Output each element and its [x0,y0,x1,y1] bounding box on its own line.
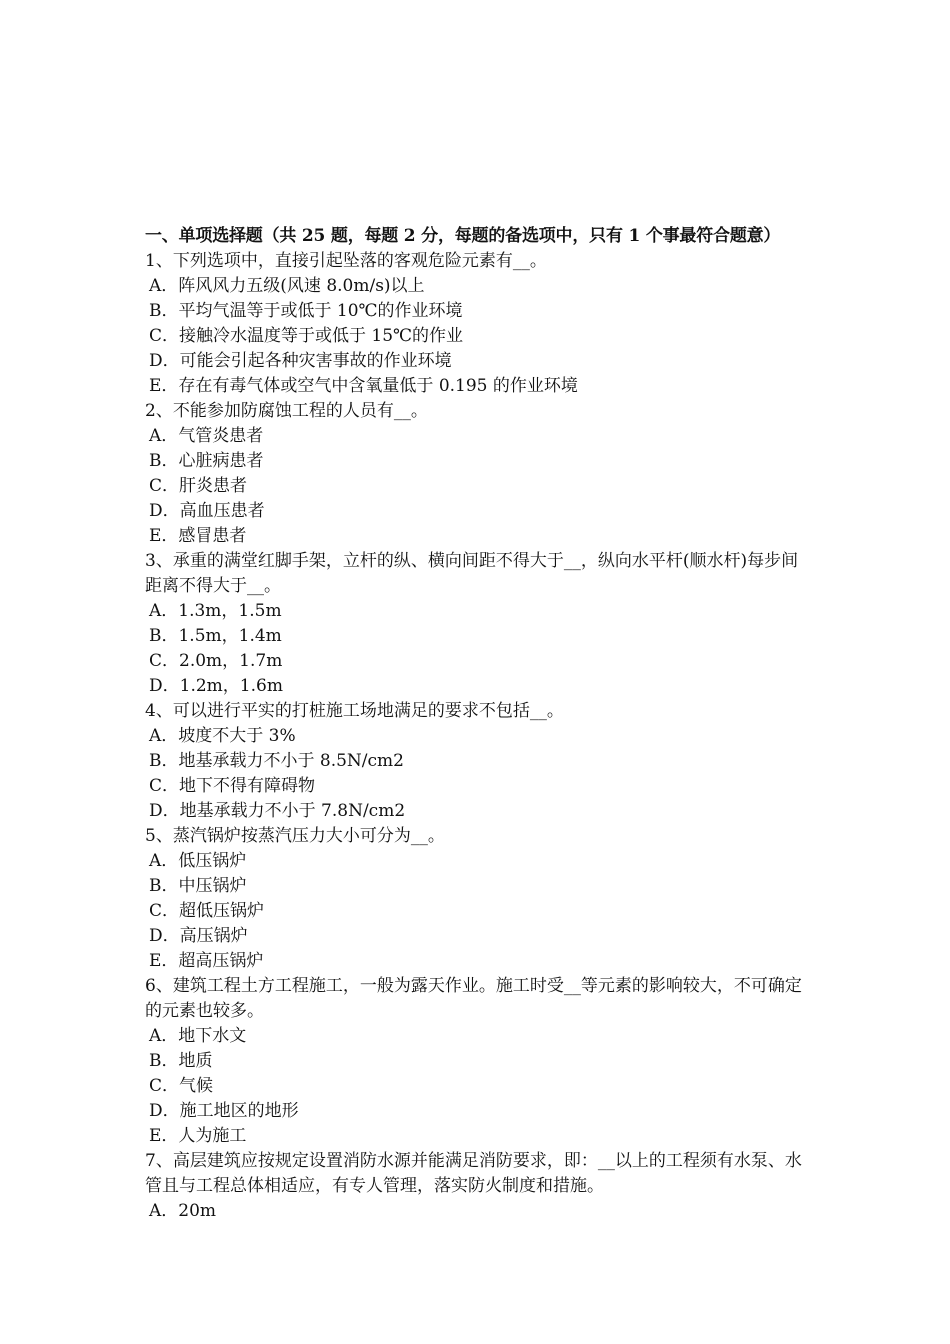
option-d: D．可能会引起各种灾害事故的作业环境 [149,351,452,371]
question-6 [145,974,815,1149]
option-c: C．气候 [149,1076,214,1096]
option-e: E．人为施工 [149,1126,247,1146]
question-stem: 6、建筑工程土方工程施工，一般为露天作业。施工时受__等元素的影响较大，不可确定的元素也较多。 [145,976,802,1021]
option-c: C．接触冷水温度等于或低于 15℃的作业 [149,326,464,346]
option-d: D．高血压患者 [149,501,265,521]
option-d: D．施工地区的地形 [149,1101,299,1121]
option-a: A．坡度不大于 3% [149,726,296,746]
document-body [145,224,815,1224]
question-stem: 4、可以进行平实的打桩施工场地满足的要求不包括__。 [145,701,564,721]
option-a: A．地下水文 [149,1026,247,1046]
question-stem: 7、高层建筑应按规定设置消防水源并能满足消防要求，即：__以上的工程须有水泵、水管且与工程总体相适应，有专人管理，落实防火制度和措施。 [145,1151,802,1196]
question-stem: 1、下列选项中，直接引起坠落的客观危险元素有__。 [145,251,547,271]
option-c: C．2.0m，1.7m [149,651,283,671]
option-a: A．低压锅炉 [149,851,247,871]
option-c: C．肝炎患者 [149,476,248,496]
option-a: A．1.3m，1.5m [149,601,282,621]
option-b: B．平均气温等于或低于 10℃的作业环境 [149,301,463,321]
question-5 [145,824,815,974]
option-a: A．阵风风力五级(风速 8.0m/s)以上 [149,276,425,296]
question-2 [145,399,815,549]
option-b: B．心脏病患者 [149,451,264,471]
option-d: D．1.2m，1.6m [149,676,283,696]
option-b: B．中压锅炉 [149,876,247,896]
option-d: D．高压锅炉 [149,926,248,946]
option-a: A．20m [149,1201,217,1221]
question-stem: 5、蒸汽锅炉按蒸汽压力大小可分为__。 [145,826,445,846]
section-heading: 一、单项选择题（共 25 题，每题 2 分，每题的备选项中，只有 1 个事最符合题意） [145,226,781,246]
option-c: C．地下不得有障碍物 [149,776,316,796]
question-stem: 2、不能参加防腐蚀工程的人员有__。 [145,401,428,421]
option-e: E．感冒患者 [149,526,247,546]
question-stem: 3、承重的满堂红脚手架，立杆的纵、横向间距不得大于__，纵向水平杆(顺水杆)每步间距离不得大于__。 [145,551,799,596]
question-7 [145,1149,815,1224]
option-b: B．地基承载力不小于 8.5N/cm2 [149,751,404,771]
question-4 [145,699,815,824]
option-a: A．气管炎患者 [149,426,264,446]
question-3 [145,549,815,699]
option-d: D．地基承载力不小于 7.8N/cm2 [149,801,406,821]
question-1 [145,249,815,399]
option-c: C．超低压锅炉 [149,901,265,921]
option-e: E．超高压锅炉 [149,951,264,971]
option-b: B．地质 [149,1051,213,1071]
option-b: B．1.5m，1.4m [149,626,282,646]
option-e: E．存在有毒气体或空气中含氧量低于 0.195 的作业环境 [149,376,578,396]
